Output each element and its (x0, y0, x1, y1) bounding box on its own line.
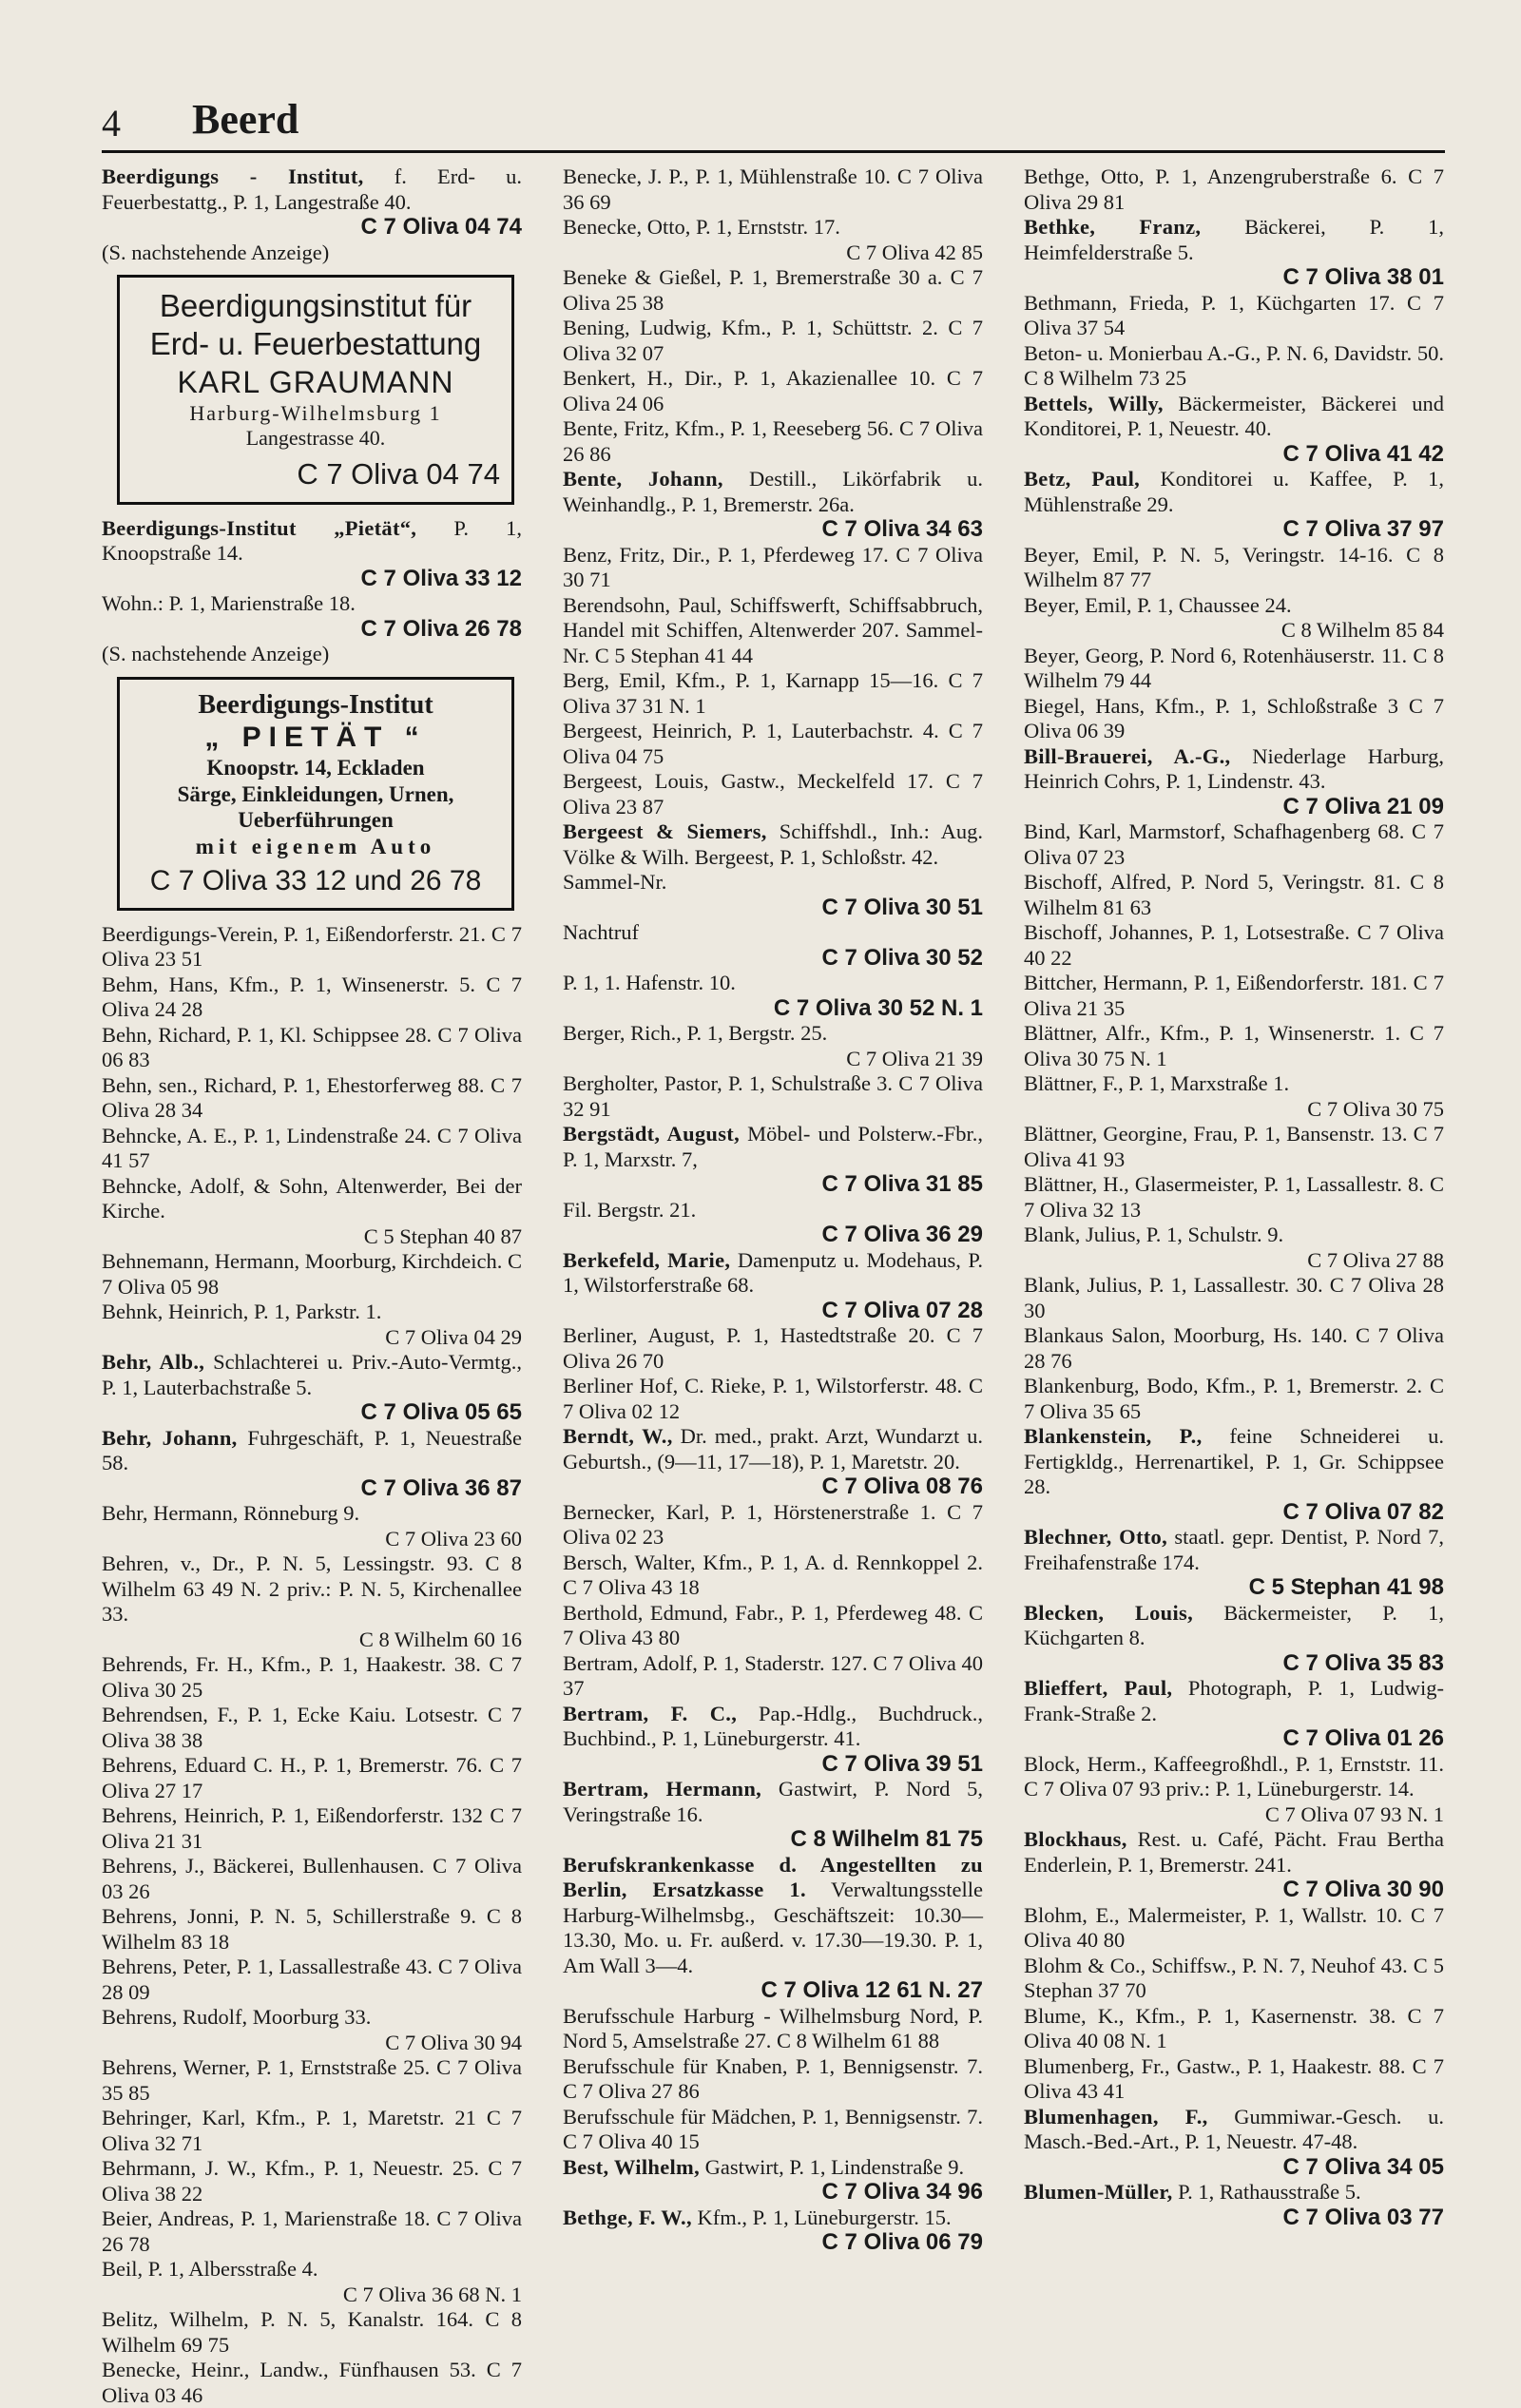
directory-entry (563, 769, 983, 819)
entry-text: Berliner Hof, C. Rieke, P. 1, Wilstorferstr. 48. C 7 Oliva 02 12 (563, 1374, 983, 1423)
directory-entry (1024, 744, 1444, 820)
entry-text: Blättner, H., Glasermeister, P. 1, Lassallestr. 8. C 7 Oliva 32 13 (1024, 1172, 1444, 1222)
ad-line: Ueberführungen (238, 808, 394, 833)
directory-entry (1024, 2105, 1444, 2181)
directory-entry (563, 870, 983, 920)
entry-text: Gastwirt, P. Nord 5, Veringstraße 16. (563, 1777, 983, 1826)
entry-phone: C 7 Oliva 21 09 (1282, 793, 1444, 819)
entry-group (102, 922, 522, 2408)
ad-line: Erd- u. Feuerbestattung (149, 325, 482, 361)
entry-phone: C 7 Oliva 21 39 (846, 1046, 983, 1070)
entry-text: Behncke, A. E., P. 1, Lindenstraße 24. C 7 Oliva 41 57 (102, 1123, 522, 1173)
entry-text: Blättner, Georgine, Frau, P. 1, Bansenstr. 13. C 7 Oliva 41 93 (1024, 1122, 1444, 1171)
entry-text: Biegel, Hans, Kfm., P. 1, Schloßstraße 3 C 7 Oliva 06 39 (1024, 693, 1444, 742)
entry-text: Bening, Ludwig, Kfm., P. 1, Schüttstr. 2. C 7 Oliva 32 07 (563, 316, 983, 365)
directory-entry (1024, 1374, 1444, 1424)
entry-text: Bittcher, Hermann, P. 1, Eißendorferstr. 181. C 7 Oliva 21 35 (1024, 971, 1444, 1020)
entry-text: Bergholter, Pastor, P. 1, Schulstraße 3. C 7 Oliva 32 91 (563, 1071, 983, 1121)
entry-phone: C 7 Oliva 34 05 (1282, 2153, 1444, 2180)
directory-entry (1024, 1071, 1444, 1122)
directory-entry (102, 2005, 522, 2055)
directory-entry (563, 1500, 983, 1551)
directory-entry (102, 1904, 522, 1955)
directory-entry (1024, 644, 1444, 694)
directory-entry (563, 1601, 983, 1651)
entry-text: Bäckermeister, P. 1, Küchgarten 8. (1024, 1600, 1444, 1649)
directory-entry (102, 1073, 522, 1124)
entry-text: Behrendsen, F., P. 1, Ecke Kaiu. Lotsestr. C 7 Oliva 38 38 (102, 1703, 522, 1752)
directory-entry (1024, 1223, 1444, 1273)
entry-text: staatl. gepr. Dentist, P. Nord 7, Freihafenstraße 174. (1024, 1525, 1445, 1574)
entry-text: Bergeest, Heinrich, P. 1, Lauterbachstr. 4. C 7 Oliva 04 75 (563, 719, 983, 768)
entry-text: Blumenberg, Fr., Gastw., P. 1, Haakestr. 88. C 7 Oliva 43 41 (1024, 2053, 1444, 2103)
directory-entry (102, 1652, 522, 1703)
entry-text: Berufsschule Harburg - Wilhelmsburg Nord, P. Nord 5, Amselstraße 27. C 8 Wilhelm 61 88 (563, 2003, 983, 2052)
advertisement-graumann (117, 275, 514, 505)
ad-company-name: „ PIETÄT “ (204, 722, 427, 754)
entry-text: Sammel-Nr. (563, 870, 667, 894)
entry-phone: C 7 Oliva 08 76 (821, 1474, 983, 1499)
entry-text: (S. nachstehende Anzeige) (102, 240, 330, 264)
entry-name: Blumenhagen, F., (1024, 2104, 1208, 2129)
ad-line: Knoopstr. 14, Eckladen (206, 756, 425, 780)
entry-text: Beier, Andreas, P. 1, Marienstraße 18. C 7 Oliva 26 78 (102, 2206, 522, 2256)
entry-text: Blankaus Salon, Moorburg, Hs. 140. C 7 Oliva 28 76 (1024, 1323, 1444, 1373)
directory-entry (1024, 215, 1444, 291)
entry-name: Beerdigungs-Institut „Pietät“, (102, 515, 417, 540)
directory-entry (102, 516, 522, 592)
directory-entry (563, 416, 983, 467)
entry-name: Behr, Alb., (102, 1350, 205, 1375)
directory-entry (1024, 1676, 1444, 1752)
entry-text: Behn, Richard, P. 1, Kl. Schippsee 28. C 7 Oliva 06 83 (102, 1022, 522, 1072)
entry-phone: C 7 Oliva 38 01 (1282, 264, 1444, 290)
entry-phone: C 7 Oliva 06 79 (821, 2229, 983, 2255)
column-3 (1024, 164, 1444, 2230)
directory-entry (563, 1551, 983, 1601)
directory-entry (563, 719, 983, 769)
directory-entry (102, 1501, 522, 1551)
directory-entry (102, 1124, 522, 1174)
directory-entry (563, 1702, 983, 1778)
directory-entry (563, 1071, 983, 1122)
directory-entry (102, 1350, 522, 1426)
entry-text: Photograph, P. 1, Ludwig-Frank-Straße 2. (1024, 1676, 1444, 1725)
directory-entry (1024, 1273, 1444, 1323)
directory-entry (102, 1753, 522, 1803)
entry-text: Schlachterei u. Priv.-Auto-Vermtg., P. 1, Lauterbachstraße 5. (102, 1350, 522, 1399)
advertisement-pietaet (117, 677, 514, 911)
entry-phone: C 7 Oliva 30 52 (821, 944, 983, 971)
entry-name: Blieffert, Paul, (1024, 1676, 1173, 1700)
entry-text: Fuhrgeschäft, P. 1, Neuestraße 58. (102, 1425, 523, 1475)
directory-entry (1024, 971, 1444, 1021)
entry-phone: C 7 Oliva 01 26 (1282, 1725, 1444, 1751)
directory-entry (1024, 819, 1444, 870)
entry-text: Benecke, J. P., P. 1, Mühlenstraße 10. C 7 Oliva 36 69 (563, 164, 983, 214)
directory-entry (1024, 694, 1444, 744)
entry-group (563, 164, 983, 2256)
entry-text: Bethmann, Frieda, P. 1, Küchgarten 17. C 7 Oliva 37 54 (1024, 290, 1444, 339)
directory-entry (102, 1803, 522, 1854)
entry-text: Benecke, Heinr., Landw., Fünfhausen 53. C 7 Oliva 03 46 (102, 2358, 522, 2407)
entry-phone: C 7 Oliva 30 94 (385, 2030, 522, 2054)
entry-text: Niederlage Harburg, Heinrich Cohrs, P. 1, Lindenstr. 43. (1024, 743, 1444, 793)
entry-text: Behnemann, Hermann, Moorburg, Kirchdeich. C 7 Oliva 05 98 (102, 1249, 522, 1299)
entry-text: Wohn.: P. 1, Marienstraße 18. (102, 591, 356, 616)
directory-entry (563, 2206, 983, 2256)
directory-entry (1024, 543, 1444, 593)
directory-entry (563, 971, 983, 1021)
entry-text: Blättner, Alfr., Kfm., P. 1, Winsenerstr. 1. C 7 Oliva 30 75 N. 1 (1024, 1021, 1444, 1070)
directory-entry (1024, 341, 1444, 392)
directory-entry (1024, 164, 1444, 215)
directory-entry (563, 819, 983, 870)
entry-phone: C 8 Wilhelm 60 16 (358, 1627, 522, 1651)
entry-group (1024, 164, 1444, 2230)
entry-text: P. 1, 1. Hafenstr. 10. (563, 971, 736, 994)
entry-text: Block, Herm., Kaffeegroßhdl., P. 1, Ernststr. 11. C 7 Oliva 07 93 priv.: P. 1, Lüneburgerstr. 14. (1024, 1751, 1444, 1801)
entry-text: Möbel- und Polsterw.-Fbr., P. 1, Marxstr. 7, (563, 1122, 984, 1171)
ad-line: Harburg-Wilhelmsburg 1 (189, 400, 442, 425)
directory-entry (563, 467, 983, 543)
entry-group (102, 164, 522, 265)
entry-text: Gastwirt, P. 1, Lindenstraße 9. (704, 2154, 965, 2179)
entry-phone: C 7 Oliva 03 77 (1282, 2204, 1444, 2230)
entry-phone: C 7 Oliva 26 78 (360, 615, 522, 642)
directory-entry (102, 2206, 522, 2257)
entry-text: Berufsschule für Mädchen, P. 1, Bennigsenstr. 7. C 7 Oliva 40 15 (563, 2104, 983, 2153)
entry-text: Blankenburg, Bodo, Kfm., P. 1, Bremerstr. 2. C 7 Oliva 35 65 (1024, 1374, 1444, 1423)
entry-text: Behren, v., Dr., P. N. 5, Lessingstr. 93. C 8 Wilhelm 63 49 N. 2 priv.: P. N. 5, Kirchenallee 33. (102, 1551, 522, 1627)
directory-entry (1024, 392, 1444, 468)
entry-text: Berliner, August, P. 1, Hastedtstraße 20. C 7 Oliva 26 70 (563, 1323, 983, 1373)
directory-entry (563, 668, 983, 719)
entry-text: Verwaltungsstelle Harburg-Wilhelmsbg., Geschäftszeit: 10.30—13.30, Mo. u. Fr. außerd. v. 17.30—19.30. P. 1, Am Wall 3—4. (563, 1878, 983, 1977)
directory-entry (102, 642, 522, 667)
entry-text: Berthold, Edmund, Fabr., P. 1, Pferdeweg 48. C 7 Oliva 43 80 (563, 1600, 983, 1649)
directory-entry (102, 1955, 522, 2005)
entry-phone: C 7 Oliva 30 75 (1307, 1096, 1444, 1121)
ad-phone: C 7 Oliva 04 74 (297, 457, 500, 491)
entry-name: Bethke, Franz, (1024, 215, 1202, 239)
directory-entry (563, 2004, 983, 2054)
entry-text: Behm, Hans, Kfm., P. 1, Winsenerstr. 5. C 7 Oliva 24 28 (102, 972, 522, 1022)
entry-text: Behrens, Eduard C. H., P. 1, Bremerstr. 76. C 7 Oliva 27 17 (102, 1753, 522, 1802)
directory-entry (563, 1777, 983, 1853)
directory-entry (563, 1021, 983, 1071)
directory-entry (563, 265, 983, 316)
directory-entry (563, 1248, 983, 1324)
entry-text: Berg, Emil, Kfm., P. 1, Karnapp 15—16. C 7 Oliva 37 31 N. 1 (563, 668, 983, 718)
entry-name: Bethge, F. W., (563, 2205, 692, 2229)
directory-entry (1024, 1752, 1444, 1828)
entry-phone: C 7 Oliva 42 85 (846, 240, 983, 264)
entry-text: Benecke, Otto, P. 1, Ernststr. 17. (563, 215, 840, 239)
directory-entry (102, 1854, 522, 1904)
entry-name: Bill-Brauerei, A.-G., (1024, 743, 1231, 768)
entry-text: Schiffshdl., Inh.: Aug. Völke & Wilh. Bergeest, P. 1, Schloßstr. 42. (563, 819, 984, 869)
entry-text: Bergeest, Louis, Gastw., Meckelfeld 17. C 7 Oliva 23 87 (563, 769, 983, 819)
directory-entry (102, 973, 522, 1023)
directory-entry (563, 2155, 983, 2206)
entry-text: Behr, Hermann, Rönneburg 9. (102, 1501, 360, 1526)
entry-text: P. 1, Knoopstraße 14. (102, 515, 522, 566)
directory-entry (1024, 467, 1444, 543)
entry-text: Damenputz u. Modehaus, P. 1, Wilstorferstraße 68. (563, 1247, 984, 1297)
entry-text: Benz, Fritz, Dir., P. 1, Pferdeweg 17. C 7 Oliva 30 71 (563, 542, 983, 591)
page-title: Beerd (192, 96, 299, 143)
page-number: 4 (102, 102, 121, 144)
entry-text: Beyer, Emil, P. N. 5, Veringstr. 14-16. C 8 Wilhelm 87 77 (1024, 542, 1444, 591)
directory-entry (563, 366, 983, 416)
directory-entry (1024, 1424, 1444, 1525)
entry-text: Bernecker, Karl, P. 1, Hörstenerstraße 1. C 7 Oliva 02 23 (563, 1499, 983, 1549)
directory-entry (1024, 1601, 1444, 1677)
entry-text: Bethge, Otto, P. 1, Anzengruberstraße 6. C 7 Oliva 29 81 (1024, 164, 1444, 214)
entry-name: Bettels, Willy, (1024, 391, 1164, 415)
directory-entry (102, 591, 522, 642)
directory-entry (102, 1174, 522, 1250)
entry-text: Bente, Fritz, Kfm., P. 1, Reeseberg 56. C 7 Oliva 26 86 (563, 416, 983, 466)
entry-text: Konditorei u. Kaffee, P. 1, Mühlenstraße 29. (1024, 467, 1444, 516)
ad-company-name: KARL GRAUMANN (177, 365, 454, 400)
entry-text: f. Erd- u. Feuerbestattg., P. 1, Langestraße 40. (102, 164, 522, 214)
ad-line: Beerdigungs-Institut (198, 689, 433, 720)
directory-entry (102, 2257, 522, 2307)
entry-text: Blume, K., Kfm., P. 1, Kasernenstr. 38. C 7 Oliva 40 08 N. 1 (1024, 2003, 1444, 2052)
entry-text: Bischoff, Alfred, P. Nord 5, Veringstr. 81. C 8 Wilhelm 81 63 (1024, 870, 1444, 919)
directory-entry (1024, 1827, 1444, 1903)
ad-line: Langestrasse 40. (245, 425, 386, 450)
entry-text: Behn, sen., Richard, P. 1, Ehestorferweg 88. C 7 Oliva 28 34 (102, 1072, 522, 1123)
directory-entry (1024, 2004, 1444, 2054)
entry-text: feine Schneiderei u. Fertigkldg., Herrenartikel, P. 1, Gr. Schippsee 28. (1024, 1424, 1444, 1498)
directory-entry (563, 164, 983, 215)
entry-text: Behrends, Fr. H., Kfm., P. 1, Haakestr. 38. C 7 Oliva 30 25 (102, 1652, 522, 1702)
directory-entry (1024, 1021, 1444, 1071)
entry-name: Bente, Johann, (563, 467, 723, 491)
directory-entry (1024, 920, 1444, 971)
entry-name: Blecken, Louis, (1024, 1600, 1194, 1625)
column-1 (102, 164, 522, 2408)
directory-entry (563, 593, 983, 669)
ad-line: Beerdigungsinstitut für (159, 288, 472, 323)
directory-entry (1024, 1122, 1444, 1172)
directory-entry (563, 543, 983, 593)
directory-entry (1024, 2054, 1444, 2105)
entry-phone: C 7 Oliva 07 82 (1282, 1498, 1444, 1525)
entry-phone: C 7 Oliva 07 28 (821, 1297, 983, 1323)
entry-phone: C 7 Oliva 04 74 (360, 214, 522, 240)
entry-phone: C 7 Oliva 37 97 (1282, 516, 1444, 542)
entry-name: Blockhaus, (1024, 1827, 1127, 1851)
entry-name: Bergeest & Siemers, (563, 819, 767, 843)
directory-entry (1024, 291, 1444, 341)
entry-text: Behrens, Werner, P. 1, Ernststraße 25. C 7 Oliva 35 85 (102, 2055, 522, 2105)
entry-text: Behrens, Heinrich, P. 1, Eißendorferstr. 132 C 7 Oliva 21 31 (102, 1803, 522, 1853)
directory-entry (102, 1703, 522, 1753)
directory-entry (102, 1300, 522, 1350)
entry-phone: C 7 Oliva 33 12 (360, 565, 522, 591)
directory-entry (563, 1853, 983, 2004)
directory-entry (563, 1122, 983, 1198)
directory-entry (102, 164, 522, 241)
entry-text: Beerdigungs-Verein, P. 1, Eißendorferstr. 21. C 7 Oliva 23 51 (102, 921, 522, 972)
entry-text: Behnk, Heinrich, P. 1, Parkstr. 1. (102, 1300, 382, 1324)
directory-entry (102, 1249, 522, 1300)
entry-text: Berger, Rich., P. 1, Bergstr. 25. (563, 1021, 828, 1045)
entry-text: Blohm, E., Malermeister, P. 1, Wallstr. 10. C 7 Oliva 40 80 (1024, 1902, 1444, 1952)
entry-text: Behrens, J., Bäckerei, Bullenhausen. C 7 Oliva 03 26 (102, 1854, 522, 1903)
entry-phone: C 7 Oliva 31 85 (821, 1171, 983, 1197)
entry-text: Bischoff, Johannes, P. 1, Lotsestraße. C 7 Oliva 40 22 (1024, 920, 1444, 970)
entry-name: Berkefeld, Marie, (563, 1247, 731, 1272)
entry-name: Blankenstein, P., (1024, 1424, 1203, 1448)
entry-text: Beyer, Emil, P. 1, Chaussee 24. (1024, 592, 1292, 617)
directory-entry (563, 920, 983, 971)
entry-phone: C 7 Oliva 34 63 (821, 516, 983, 542)
directory-entry (1024, 1954, 1444, 2004)
entry-phone: C 7 Oliva 30 51 (821, 894, 983, 920)
directory-entry (563, 2054, 983, 2105)
entry-text: Bertram, Adolf, P. 1, Staderstr. 127. C 7 Oliva 40 37 (563, 1650, 983, 1700)
entry-group (102, 516, 522, 667)
directory-entry (1024, 870, 1444, 920)
entry-text: Beyer, Georg, P. Nord 6, Rotenhäuserstr. 11. C 8 Wilhelm 79 44 (1024, 643, 1444, 692)
entry-text: Bind, Karl, Marmstorf, Schafhagenberg 68. C 7 Oliva 07 23 (1024, 819, 1444, 869)
entry-phone: C 7 Oliva 35 83 (1282, 1649, 1444, 1676)
directory-entry (102, 241, 522, 266)
entry-text: Rest. u. Café, Pächt. Frau Bertha Enderlein, P. 1, Bremerstr. 241. (1024, 1827, 1444, 1877)
entry-text: Beton- u. Monierbau A.-G., P. N. 6, Davidstr. 50. C 8 Wilhelm 73 25 (1024, 340, 1444, 390)
directory-entry (563, 1374, 983, 1424)
entry-name: Berndt, W., (563, 1424, 673, 1448)
entry-name: Bertram, Hermann, (563, 1777, 762, 1801)
directory-entry (563, 316, 983, 366)
directory-entry (1024, 2180, 1444, 2230)
entry-phone: C 7 Oliva 27 88 (1307, 1247, 1444, 1272)
directory-entry (563, 1323, 983, 1374)
entry-phone: C 7 Oliva 30 90 (1282, 1877, 1444, 1902)
ad-phone: C 7 Oliva 33 12 und 26 78 (149, 864, 482, 896)
entry-phone: C 7 Oliva 23 60 (385, 1526, 522, 1551)
directory-entry (102, 922, 522, 973)
directory-entry (1024, 1525, 1444, 1601)
entry-text: Behrens, Jonni, P. N. 5, Schillerstraße 9. C 8 Wilhelm 83 18 (102, 1904, 522, 1954)
entry-text: Blättner, F., P. 1, Marxstraße 1. (1024, 1071, 1290, 1095)
entry-name: Bertram, F. C., (563, 1701, 738, 1725)
entry-name: Behr, Johann, (102, 1425, 238, 1450)
entry-text: Nachtruf (563, 920, 639, 944)
entry-text: Fil. Bergstr. 21. (563, 1197, 697, 1222)
entry-phone: C 5 Stephan 40 87 (363, 1223, 522, 1248)
entry-text: Benkert, H., Dir., P. 1, Akazienallee 10. C 7 Oliva 24 06 (563, 366, 983, 415)
entry-text: Destill., Likörfabrik u. Weinhandlg., P. 1, Bremerstr. 26a. (563, 467, 983, 516)
entry-name: Berufskrankenkasse d. Angestellten zu Berlin, Ersatzkasse 1. (563, 1852, 983, 1901)
entry-name: Bergstädt, August, (563, 1122, 741, 1146)
directory-entry (563, 1651, 983, 1702)
entry-phone: C 7 Oliva 12 61 N. 27 (760, 1977, 983, 2003)
entry-text: Blank, Julius, P. 1, Lassallestr. 30. C 7 Oliva 28 30 (1024, 1273, 1444, 1322)
entry-phone: C 7 Oliva 36 87 (360, 1474, 522, 1501)
entry-text: Behrmann, J. W., Kfm., P. 1, Neuestr. 25. C 7 Oliva 38 22 (102, 2156, 522, 2206)
entry-phone: C 7 Oliva 36 29 (821, 1222, 983, 1247)
directory-entry (102, 1023, 522, 1073)
entry-text: Belitz, Wilhelm, P. N. 5, Kanalstr. 164. C 8 Wilhelm 69 75 (102, 2307, 522, 2357)
entry-phone: C 8 Wilhelm 85 84 (1280, 618, 1444, 642)
directory-entry (563, 2105, 983, 2155)
directory-entry (102, 2358, 522, 2408)
entry-text: Pap.-Hdlg., Buchdruck., Buchbind., P. 1, Lüneburgerstr. 41. (563, 1701, 984, 1750)
directory-entry (1024, 1172, 1444, 1223)
directory-entry (563, 215, 983, 265)
entry-text: Blohm & Co., Schiffsw., P. N. 7, Neuhof 43. C 5 Stephan 37 70 (1024, 1953, 1444, 2002)
directory-entry (1024, 1323, 1444, 1374)
entry-phone: C 7 Oliva 05 65 (360, 1399, 522, 1426)
entry-phone: C 7 Oliva 41 42 (1282, 440, 1444, 467)
entry-text: Behncke, Adolf, & Sohn, Altenwerder, Bei der Kirche. (102, 1173, 522, 1223)
ad-line: mit eigenem Auto (195, 834, 436, 858)
entry-text: Bäckermeister, Bäckerei und Konditorei, P. 1, Neuestr. 40. (1024, 391, 1445, 440)
entry-name: Betz, Paul, (1024, 467, 1141, 491)
entry-phone: C 5 Stephan 41 98 (1248, 1574, 1444, 1600)
entry-phone: C 7 Oliva 36 68 N. 1 (342, 2282, 522, 2306)
entry-text: Berufsschule für Knaben, P. 1, Bennigsenstr. 7. C 7 Oliva 27 86 (563, 2053, 983, 2103)
entry-phone: C 7 Oliva 39 51 (821, 1750, 983, 1777)
entry-name: Best, Wilhelm, (563, 2154, 701, 2179)
entry-phone: C 7 Oliva 04 29 (385, 1324, 522, 1349)
entry-phone: C 7 Oliva 30 52 N. 1 (773, 994, 983, 1021)
entry-text: (S. nachstehende Anzeige) (102, 642, 330, 666)
entry-text: Kfm., P. 1, Lüneburgerstr. 15. (697, 2205, 952, 2229)
entry-text: Beneke & Gießel, P. 1, Bremerstraße 30 a. C 7 Oliva 25 38 (563, 265, 983, 315)
ad-line: Särge, Einkleidungen, Urnen, (177, 781, 454, 806)
entry-text: Blank, Julius, P. 1, Schulstr. 9. (1024, 1223, 1284, 1246)
entry-phone: C 8 Wilhelm 81 75 (790, 1826, 983, 1852)
directory-entry (102, 2156, 522, 2206)
entry-text: Bersch, Walter, Kfm., P. 1, A. d. Rennkoppel 2. C 7 Oliva 43 18 (563, 1550, 983, 1599)
entry-phone: C 7 Oliva 07 93 N. 1 (1264, 1801, 1444, 1826)
entry-phone: C 7 Oliva 34 96 (821, 2179, 983, 2205)
directory-entry (102, 1426, 522, 1502)
entry-text: Gummiwar.-Gesch. u. Masch.-Bed.-Art., P. 1, Neuestr. 47-48. (1024, 2104, 1444, 2153)
entry-text: Behringer, Karl, Kfm., P. 1, Maretstr. 21 C 7 Oliva 32 71 (102, 2106, 522, 2155)
entry-text: Behrens, Rudolf, Moorburg 33. (102, 2005, 372, 2030)
directory-entry (102, 2055, 522, 2106)
entry-text: P. 1, Rathausstraße 5. (1178, 2180, 1361, 2204)
directory-entry (102, 2106, 522, 2156)
entry-text: Beil, P. 1, Albersstraße 4. (102, 2257, 318, 2282)
entry-name: Blechner, Otto, (1024, 1525, 1168, 1549)
directory-entry (1024, 1903, 1444, 1954)
entry-name: Blumen-Müller, (1024, 2180, 1173, 2204)
page-header (102, 95, 1445, 153)
directory-entry (563, 1198, 983, 1248)
column-2 (563, 164, 983, 2256)
directory-entry (102, 2307, 522, 2358)
entry-text: Dr. med., prakt. Arzt, Wundarzt u. Geburtsh., (9—11, 17—18), P. 1, Maretstr. 20. (563, 1424, 984, 1474)
entry-name: Beerdigungs - Institut, (102, 164, 364, 188)
entry-text: Berendsohn, Paul, Schiffswerft, Schiffsabbruch, Handel mit Schiffen, Altenwerder 207. Sammel-Nr. C 5 Stephan 41 44 (563, 592, 983, 667)
directory-entry (1024, 593, 1444, 644)
directory-entry (102, 1551, 522, 1652)
directory-entry (563, 1424, 983, 1500)
entry-text: Behrens, Peter, P. 1, Lassallestraße 43. C 7 Oliva 28 09 (102, 1955, 522, 2004)
entry-text: Bäckerei, P. 1, Heimfelderstraße 5. (1024, 215, 1445, 264)
